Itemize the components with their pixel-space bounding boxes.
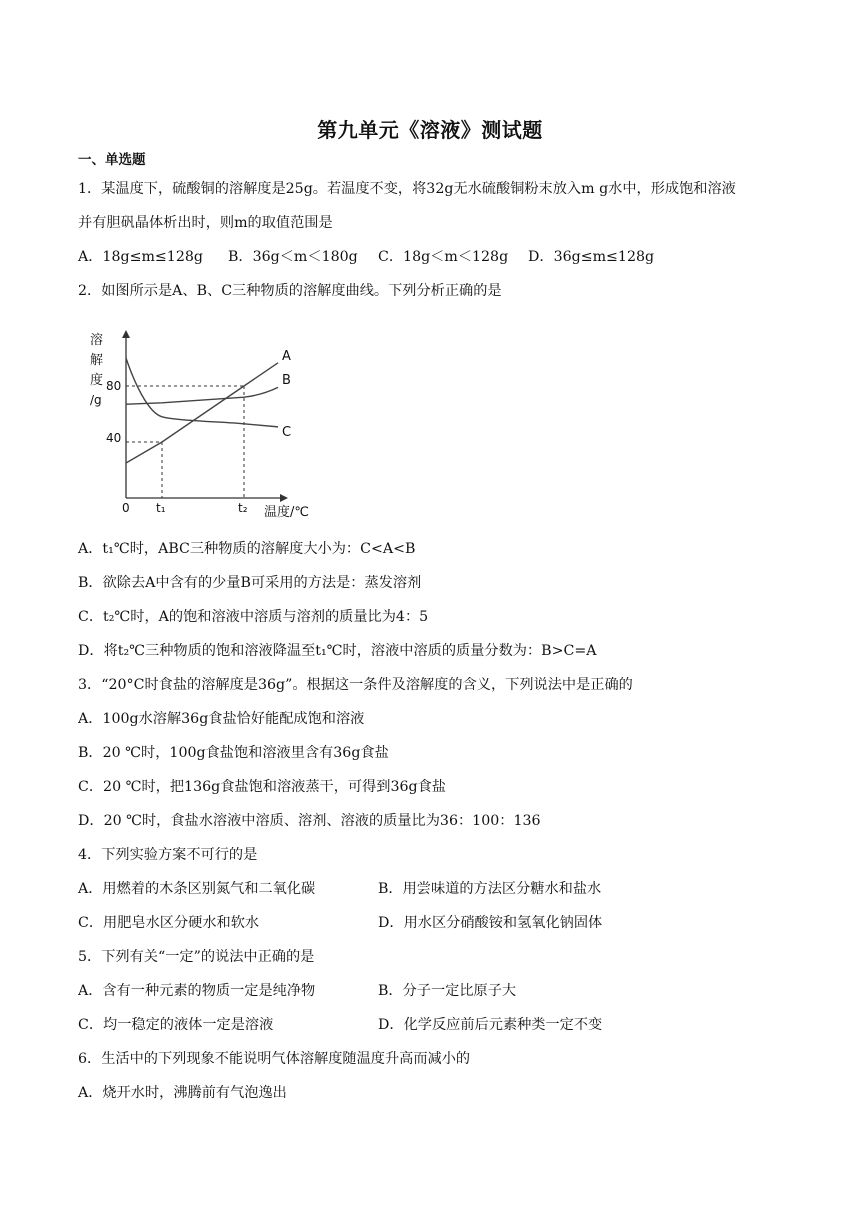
q1-stem-line2: 并有胆矾晶体析出时，则m的取值范围是 (78, 215, 333, 231)
section-heading: 一、单选题 (78, 152, 146, 168)
q2-option-d: D．将t₂℃三种物质的饱和溶液降温至t₁℃时，溶液中溶质的质量分数为：B>C=A (78, 643, 597, 659)
series-a-label: A (282, 349, 291, 364)
ylabel-char-3: 度 (90, 373, 104, 388)
series-layer (126, 349, 291, 498)
q3-stem: 3．“20°C时食盐的溶解度是36g”。根据这一条件及溶解度的含义，下列说法中是正确的 (78, 677, 633, 693)
q4-stem: 4．下列实验方案不可行的是 (78, 847, 258, 863)
q2-option-b: B．欲除去A中含有的少量B可采用的方法是：蒸发溶剂 (78, 575, 422, 591)
q1-option-a: A．18g≤m≤128g (78, 249, 203, 265)
series-b-curve (126, 387, 278, 404)
q1-option-d: D．36g≤m≤128g (528, 249, 655, 265)
series-b-label: B (282, 373, 291, 388)
q5-option-c: C．均一稳定的液体一定是溶液 (78, 1017, 274, 1033)
q5-option-d: D．化学反应前后元素种类一定不变 (378, 1017, 603, 1033)
y-tick-40: 40 (106, 431, 122, 445)
ylabel-char-2: 解 (90, 353, 104, 368)
q2-option-a: A．t₁℃时，ABC三种物质的溶解度大小为：C<A<B (78, 541, 416, 557)
q3-option-d: D．20 ℃时，食盐水溶液中溶质、溶剂、溶液的质量比为36：100：136 (78, 813, 541, 829)
x-tick-t2: t₂ (238, 501, 248, 515)
q2-option-c: C．t₂℃时，A的饱和溶液中溶质与溶剂的质量比为4：5 (78, 609, 429, 625)
series-c-label: C (282, 425, 292, 440)
q4-option-a: A．用燃着的木条区别氮气和二氧化碳 (78, 881, 316, 897)
q5-stem: 5．下列有关“一定”的说法中正确的是 (78, 949, 315, 965)
ylabel-char-1: 溶 (90, 333, 104, 348)
series-c-curve (126, 358, 278, 427)
q3-option-c: C．20 ℃时，把136g食盐饱和溶液蒸干，可得到36g食盐 (78, 779, 446, 795)
q4-option-d: D．用水区分硝酸铵和氢氧化钠固体 (378, 915, 603, 931)
q1-stem-line1: 1．某温度下，硫酸铜的溶解度是25g。若温度不变，将32g无水硫酸铜粉末放入m g水中，形成饱和溶液 (78, 181, 736, 197)
x-tick-t1: t₁ (156, 501, 166, 515)
q4-option-b: B．用尝味道的方法区分糖水和盐水 (378, 881, 602, 897)
q5-option-b: B．分子一定比原子大 (378, 983, 517, 999)
x-axis-label: 温度/℃ (264, 505, 309, 520)
q3-option-a: A．100g水溶解36g食盐恰好能配成饱和溶液 (78, 711, 365, 727)
q2-stem: 2．如图所示是A、B、C三种物质的溶解度曲线。下列分析正确的是 (78, 283, 502, 299)
q1-option-b: B．36g＜m＜180g (228, 249, 358, 265)
page-title: 第九单元《溶液》测试题 (317, 118, 543, 142)
q3-option-b: B．20 ℃时，100g食盐饱和溶液里含有36g食盐 (78, 745, 389, 761)
y-axis-arrow (122, 330, 130, 338)
q4-option-c: C．用肥皂水区分硬水和软水 (78, 915, 260, 931)
y-tick-80: 80 (106, 379, 122, 393)
q1-option-c: C．18g＜m＜128g (378, 249, 509, 265)
q5-option-a: A．含有一种元素的物质一定是纯净物 (78, 983, 316, 999)
origin-label: 0 (122, 501, 130, 515)
q6-stem: 6．生活中的下列现象不能说明气体溶解度随温度升高而减小的 (78, 1051, 471, 1067)
ylabel-char-4: /g (90, 393, 102, 407)
solubility-chart (80, 328, 320, 528)
x-axis-arrow (280, 494, 288, 502)
q6-option-a: A．烧开水时，沸腾前有气泡逸出 (78, 1085, 287, 1101)
series-a-curve (126, 363, 278, 463)
